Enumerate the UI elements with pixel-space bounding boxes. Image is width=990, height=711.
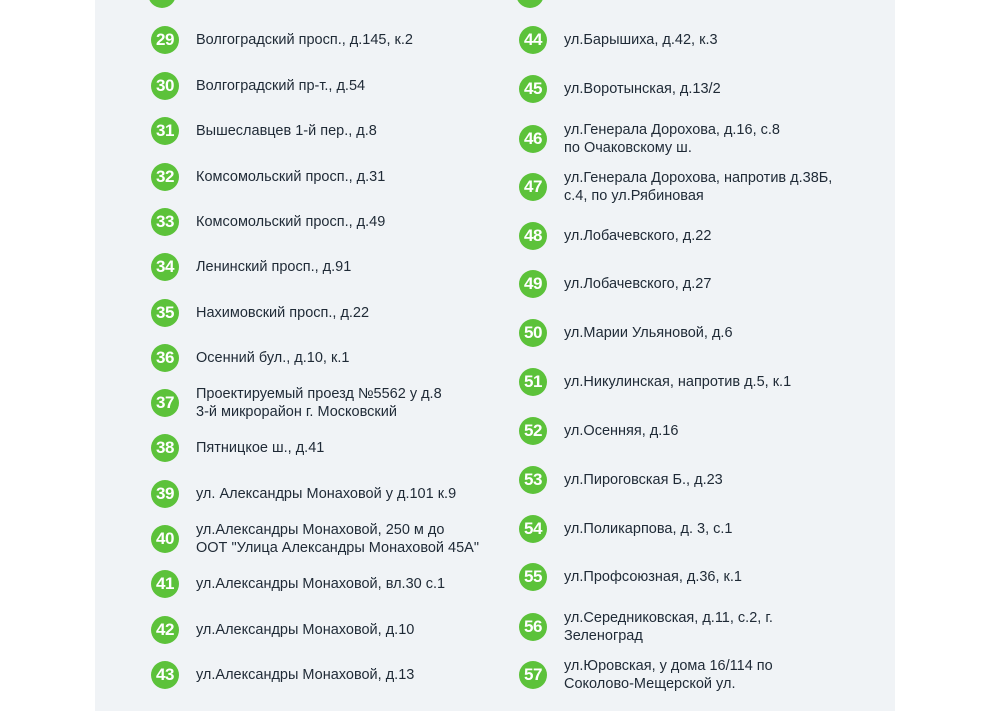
address-text: Волгоградский пр-т., д.54 <box>196 78 366 94</box>
address-text: ул.Пироговская Б., д.23 <box>564 472 723 488</box>
number-badge: 50 <box>519 319 547 347</box>
number-badge: 45 <box>519 75 547 103</box>
address-text: Волгоградский просп., д.145, к.2 <box>196 32 413 48</box>
address-list-panel <box>95 0 895 711</box>
number-badge: 57 <box>519 661 547 689</box>
address-text: ул.Юровская, у дома 16/114 по Соколово-Мещерской ул. <box>564 658 773 692</box>
number-badge: 48 <box>519 222 547 250</box>
address-text: ул.Лобачевского, д.22 <box>564 228 712 244</box>
number-badge: 29 <box>151 26 179 54</box>
number-badge: 47 <box>519 173 547 201</box>
address-text: Вышеславцев 1-й пер., д.8 <box>196 123 377 139</box>
address-text: ул.Поликарпова, д. 3, с.1 <box>564 521 733 537</box>
number-badge: 32 <box>151 163 179 191</box>
address-text: ул.Марии Ульяновой, д.6 <box>564 325 733 341</box>
address-text: ул.Осенняя, д.16 <box>564 423 679 439</box>
address-text: Комсомольский просп., д.49 <box>196 214 386 230</box>
number-badge: 49 <box>519 270 547 298</box>
cut-off-badge <box>516 0 544 8</box>
number-badge: 35 <box>151 299 179 327</box>
address-text: ул. Александры Монаховой у д.101 к.9 <box>196 486 457 502</box>
number-badge: 42 <box>151 616 179 644</box>
number-badge: 40 <box>151 525 179 553</box>
address-text: Ленинский просп., д.91 <box>196 259 352 275</box>
number-badge: 36 <box>151 344 179 372</box>
address-text: Нахимовский просп., д.22 <box>196 305 370 321</box>
number-badge: 31 <box>151 117 179 145</box>
address-text: ул.Профсоюзная, д.36, к.1 <box>564 569 742 585</box>
address-text: ул.Александры Монаховой, д.10 <box>196 622 415 638</box>
number-badge: 54 <box>519 515 547 543</box>
number-badge: 56 <box>519 613 547 641</box>
address-text: Пятницкое ш., д.41 <box>196 440 325 456</box>
number-badge: 53 <box>519 466 547 494</box>
number-badge: 30 <box>151 72 179 100</box>
address-text: ул.Середниковская, д.11, с.2, г. Зеленоград <box>564 610 773 644</box>
number-badge: 43 <box>151 661 179 689</box>
address-text: ул.Никулинская, напротив д.5, к.1 <box>564 374 792 390</box>
address-text: ул.Александры Монаховой, вл.30 с.1 <box>196 576 446 592</box>
number-badge: 37 <box>151 389 179 417</box>
number-badge: 51 <box>519 368 547 396</box>
address-text: ул.Барышиха, д.42, к.3 <box>564 32 718 48</box>
number-badge: 34 <box>151 253 179 281</box>
address-text: Комсомольский просп., д.31 <box>196 169 386 185</box>
number-badge: 41 <box>151 570 179 598</box>
number-badge: 33 <box>151 208 179 236</box>
number-badge: 46 <box>519 125 547 153</box>
address-text: ул.Лобачевского, д.27 <box>564 276 712 292</box>
address-text: ул.Генерала Дорохова, д.16, с.8 по Очаковскому ш. <box>564 122 780 156</box>
number-badge: 52 <box>519 417 547 445</box>
address-text: ул.Александры Монаховой, д.13 <box>196 667 415 683</box>
number-badge: 38 <box>151 434 179 462</box>
address-text: ул.Воротынская, д.13/2 <box>564 81 721 97</box>
number-badge: 44 <box>519 26 547 54</box>
address-text: Проектируемый проезд №5562 у д.8 3-й микрорайон г. Московский <box>196 386 442 420</box>
address-text: Осенний бул., д.10, к.1 <box>196 350 350 366</box>
address-text: ул.Генерала Дорохова, напротив д.38Б, с.4, по ул.Рябиновая <box>564 170 833 204</box>
cut-off-badge <box>148 0 176 8</box>
number-badge: 39 <box>151 480 179 508</box>
address-text: ул.Александры Монаховой, 250 м до ООТ "Улица Александры Монаховой 45А" <box>196 522 479 556</box>
number-badge: 55 <box>519 563 547 591</box>
